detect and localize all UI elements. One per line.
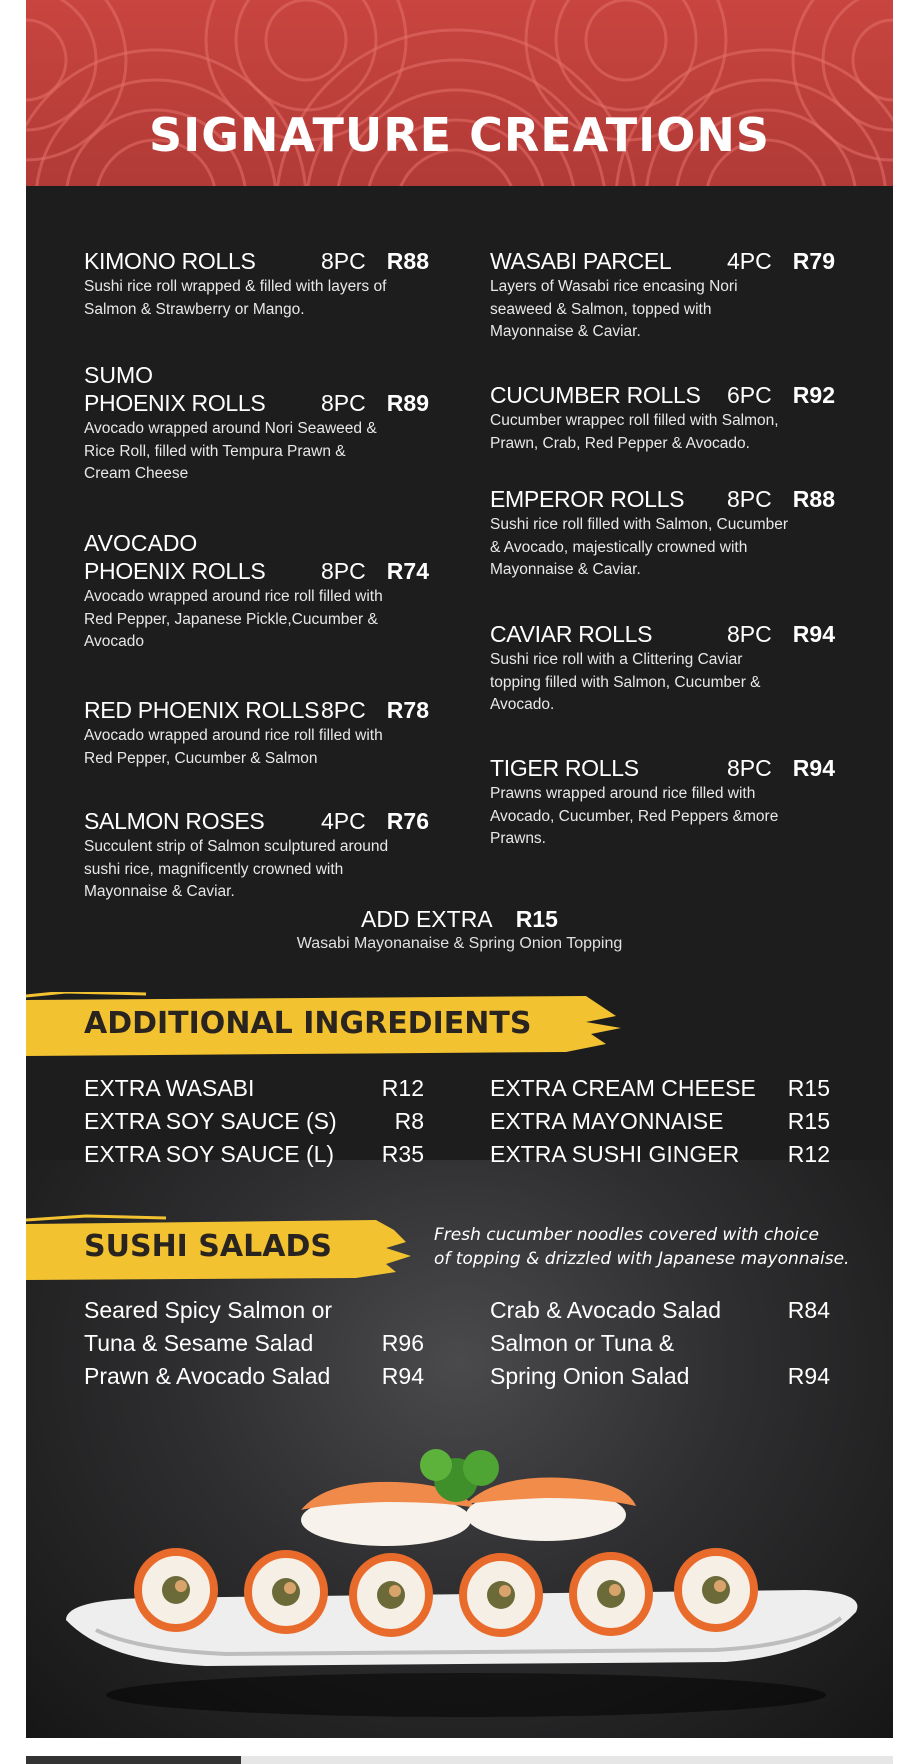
item-name-row — [490, 248, 835, 276]
item-name-row — [490, 382, 835, 410]
list-item: EXTRA SOY SAUCE (S) R8 — [84, 1108, 424, 1134]
item-description: Avocado wrapped around Nori Seaweed & Rice Roll, filled with Tempura Prawn & Cream Cheese — [84, 420, 377, 482]
menu-item-salmon-roses — [84, 808, 429, 904]
list-item: Spring Onion Salad R94 — [490, 1363, 830, 1389]
item-description: Sushi rice roll wrapped & filled with layers of Salmon & Strawberry or Mango. — [84, 278, 387, 318]
item-description: Succulent strip of Salmon sculptured around sushi rice, magnificently crowned with Mayonnaise & Caviar. — [84, 838, 389, 900]
list-item: Tuna & Sesame Salad R96 — [84, 1330, 424, 1356]
item-price: R88 — [386, 248, 429, 274]
add-extra-label: ADD EXTRA — [361, 906, 492, 932]
list-item: EXTRA CREAM CHEESE R15 — [490, 1075, 830, 1101]
add-extra-block — [26, 906, 893, 953]
item-name: EMPEROR ROLLS — [490, 486, 685, 512]
menu-item-red-phoenix-rolls — [84, 697, 429, 770]
item-name-row — [490, 621, 835, 649]
item-name: TIGER ROLLS — [490, 755, 639, 781]
menu-item-tiger-rolls — [490, 755, 835, 851]
salads-left-list — [84, 1297, 424, 1396]
list-item: Crab & Avocado Salad R84 — [490, 1297, 830, 1323]
item-price: R79 — [792, 248, 835, 274]
additional-right-list — [490, 1075, 830, 1174]
item-name-row — [84, 390, 429, 418]
sushi-plate-image — [26, 1440, 893, 1738]
item-description: Prawns wrapped around rice filled with Avocado, Cucumber, Red Peppers &more Prawns. — [490, 785, 779, 847]
item-quantity: 8PC — [321, 390, 366, 416]
item-name-row — [84, 558, 429, 586]
item-quantity: 8PC — [321, 558, 366, 584]
item-name: KIMONO ROLLS — [84, 248, 256, 274]
item-name: RED PHOENIX ROLLS — [84, 697, 320, 723]
item-quantity: 8PC — [727, 621, 772, 647]
list-item: Seared Spicy Salmon or — [84, 1297, 333, 1323]
item-name: PHOENIX ROLLS — [84, 558, 266, 584]
item-price: R88 — [792, 486, 835, 512]
item-quantity: 6PC — [727, 382, 772, 408]
add-extra-note: Wasabi Mayonanaise & Spring Onion Topping — [296, 935, 623, 952]
item-name-row — [84, 697, 429, 725]
item-name-row — [490, 486, 835, 514]
item-name-prefix: AVOCADO — [84, 530, 198, 556]
item-description: Layers of Wasabi rice encasing Nori seaweed & Salmon, topped with Mayonnaise & Caviar. — [490, 278, 738, 340]
item-name: CAVIAR ROLLS — [490, 621, 653, 647]
list-item: Prawn & Avocado Salad R94 — [84, 1363, 424, 1389]
item-price: R74 — [386, 558, 429, 584]
list-item: Salmon or Tuna & — [490, 1330, 675, 1356]
item-name-row — [490, 755, 835, 783]
additional-ingredients-title: ADDITIONAL INGREDIENTS — [84, 1006, 532, 1041]
sushi-salads-title: SUSHI SALADS — [84, 1229, 332, 1264]
additional-left-list — [84, 1075, 424, 1174]
menu-page — [26, 0, 893, 1738]
item-name-prefix: SUMO — [84, 362, 153, 388]
page-title: SIGNATURE CREATIONS — [149, 108, 770, 162]
item-name: PHOENIX ROLLS — [84, 390, 266, 416]
item-quantity: 8PC — [321, 248, 366, 274]
item-name: SALMON ROSES — [84, 808, 265, 834]
item-quantity: 8PC — [321, 697, 366, 723]
item-description: Avocado wrapped around rice roll filled with Red Pepper, Cucumber & Salmon — [84, 727, 383, 767]
item-price: R94 — [792, 755, 835, 781]
item-price: R92 — [792, 382, 835, 408]
sushi-salads-note: Fresh cucumber noodles covered with choice of topping & drizzled with Japanese mayonnaise. — [434, 1225, 850, 1269]
menu-item-wasabi-parcel — [490, 248, 835, 344]
menu-item-cucumber-rolls — [490, 382, 835, 455]
item-quantity: 8PC — [727, 755, 772, 781]
item-price: R76 — [386, 808, 429, 834]
salads-right-list — [490, 1297, 830, 1396]
item-name: CUCUMBER ROLLS — [490, 382, 701, 408]
add-extra-price: R15 — [515, 906, 558, 932]
item-description: Sushi rice roll filled with Salmon, Cucumber & Avocado, majestically crowned with Mayonnaise & Caviar. — [490, 516, 789, 578]
list-item: EXTRA SOY SAUCE (L) R35 — [84, 1141, 424, 1167]
menu-item-kimono-rolls — [84, 248, 429, 321]
item-price: R94 — [792, 621, 835, 647]
list-item: EXTRA SUSHI GINGER R12 — [490, 1141, 830, 1167]
item-price: R78 — [386, 697, 429, 723]
item-quantity: 4PC — [321, 808, 366, 834]
item-name: WASABI PARCEL — [490, 248, 672, 274]
item-quantity: 8PC — [727, 486, 772, 512]
item-description: Sushi rice roll with a Clittering Caviar topping filled with Salmon, Cucumber & Avocado. — [490, 651, 761, 713]
menu-item-emperor-rolls — [490, 486, 835, 582]
item-quantity: 4PC — [727, 248, 772, 274]
item-price: R89 — [386, 390, 429, 416]
menu-item-avocado-phoenix-rolls — [84, 530, 429, 654]
list-item: EXTRA WASABI R12 — [84, 1075, 424, 1101]
list-item: EXTRA MAYONNAISE R15 — [490, 1108, 830, 1134]
item-description: Cucumber wrappec roll filled with Salmon, Prawn, Crab, Red Pepper & Avocado. — [490, 412, 779, 452]
bottom-strip-dark — [26, 1756, 241, 1764]
menu-item-sumo-phoenix-rolls — [84, 362, 429, 486]
header-banner — [26, 0, 893, 186]
item-name-row — [84, 248, 429, 276]
menu-item-caviar-rolls — [490, 621, 835, 717]
item-description: Avocado wrapped around rice roll filled with Red Pepper, Japanese Pickle,Cucumber & Avocado — [84, 588, 383, 650]
bottom-strip — [26, 1756, 893, 1764]
item-name-row — [84, 808, 429, 836]
